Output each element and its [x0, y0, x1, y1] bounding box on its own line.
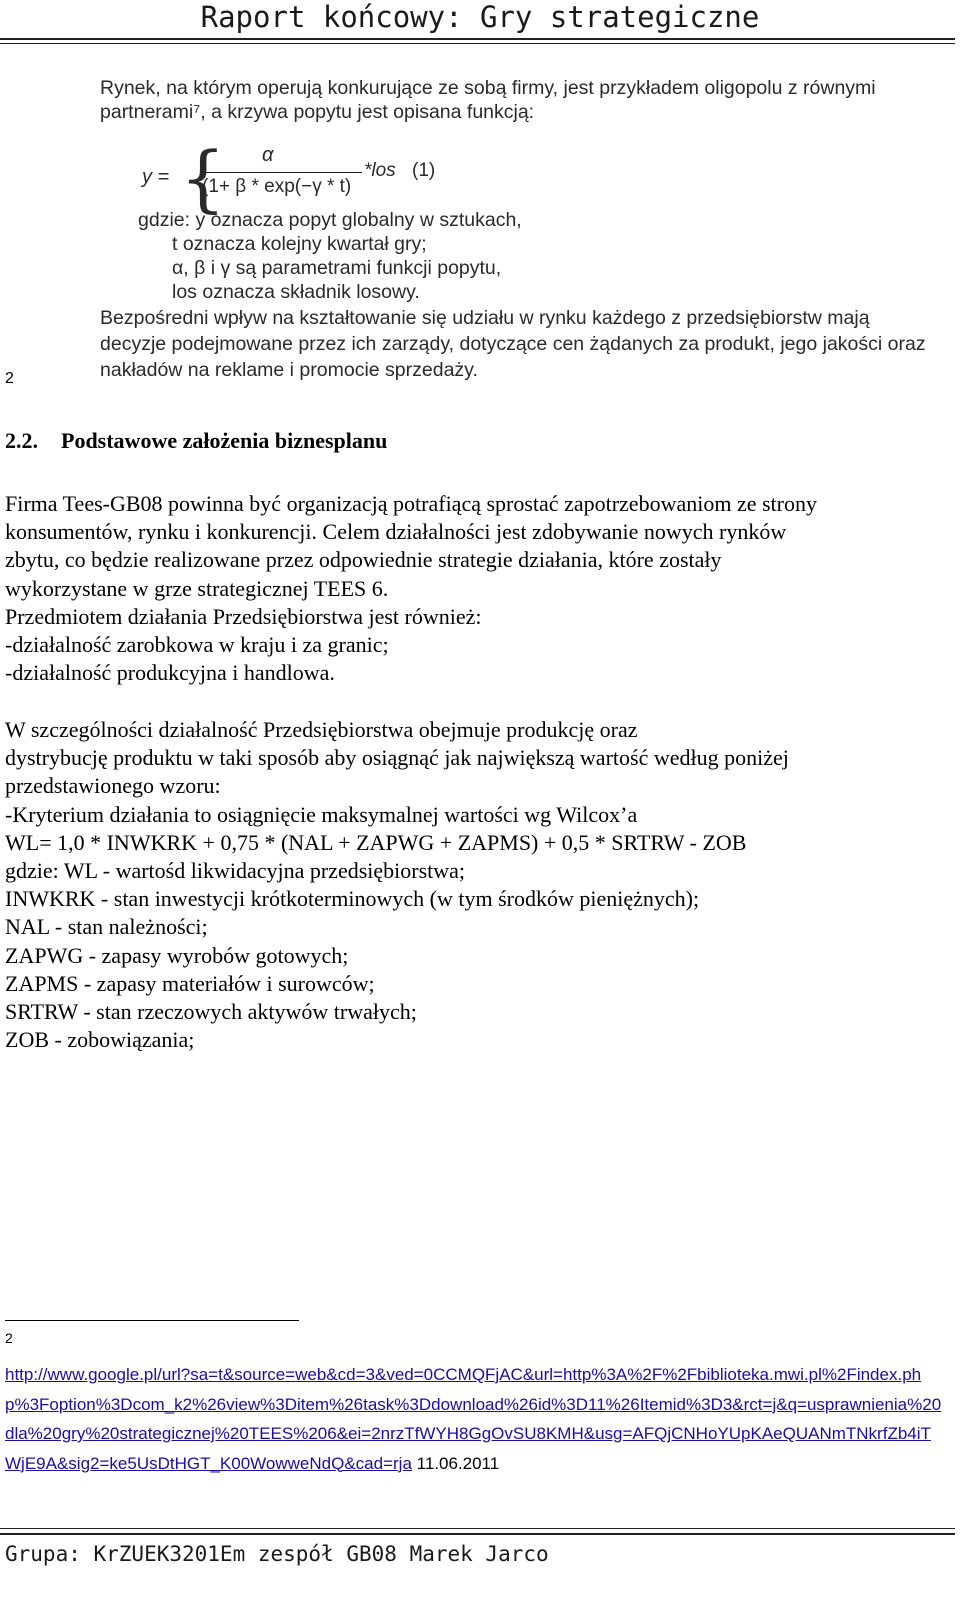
paragraph-2: [5, 716, 789, 1054]
text-line: wykorzystane w grze strategicznej TEES 6.: [5, 575, 389, 601]
text-line: INWKRK - stan inwestycji krótkoterminowych (w tym środków pieniężnych);: [5, 886, 700, 912]
fraction-bar: [202, 172, 362, 173]
scan-line: gdzie: y oznacza popyt globalny w sztukach,: [138, 209, 522, 231]
formula-factor: *los: [364, 160, 396, 181]
scanned-excerpt-image: [100, 70, 926, 390]
page-header-title: Raport końcowy: Gry strategiczne: [200, 0, 760, 34]
header-rule: [0, 38, 955, 40]
formula-numerator: α: [262, 144, 274, 166]
formula-line: WL= 1,0 * INWKRK + 0,75 * (NAL + ZAPWG + ZAPMS) + 0,5 * SRTRW - ZOB: [5, 829, 747, 855]
text-line: przedstawionego wzoru:: [5, 773, 221, 799]
section-heading: [5, 428, 387, 454]
scan-line: Bezpośredni wpływ na kształtowanie się udziału w rynku każdego z przedsiębiorstw mają: [100, 307, 870, 329]
text-line: Przedmiotem działania Przedsiębiorstwa jest również:: [5, 603, 482, 629]
text-line: -Kryterium działania to osiągnięcie maksymalnej wartości wg Wilcox’a: [5, 801, 638, 827]
equation-number: (1): [412, 160, 436, 181]
scan-line: nakładów na reklame i promocie sprzedaży.: [100, 359, 478, 381]
footnote-separator: [5, 1320, 299, 1321]
text-line: -działalność produkcyjna i handlowa.: [5, 660, 335, 686]
formula-lhs: y =: [142, 166, 170, 188]
footer-rule: [0, 1533, 955, 1535]
scan-line: α, β i γ są parametrami funkcji popytu,: [172, 257, 502, 279]
text-line: gdzie: WL - wartośd likwidacyjna przedsiębiorstwa;: [5, 858, 466, 884]
text-line: NAL - stan należności;: [5, 914, 208, 940]
scan-line: los oznacza składnik losowy.: [172, 281, 420, 303]
scan-line: t oznacza kolejny kwartał gry;: [172, 233, 427, 255]
text-line: ZOB - zobowiązania;: [5, 1027, 195, 1053]
text-line: SRTRW - stan rzeczowych aktywów trwałych;: [5, 999, 417, 1025]
footnote-reference: 2: [5, 370, 14, 387]
page-footer: Grupa: KrZUEK3201Em zespół GB08 Marek Jarco: [5, 1542, 549, 1566]
scan-line: partnerami⁷, a krzywa popytu jest opisana funkcją:: [100, 101, 535, 123]
footnote-number: 2: [5, 1330, 13, 1346]
text-line: ZAPMS - zapasy materiałów i surowców;: [5, 970, 375, 996]
section-number: 2.2.: [5, 428, 38, 453]
footnote-text: [5, 1360, 945, 1478]
text-line: konsumentów, rynku i konkurencji. Celem działalności jest zdobywanie nowych rynków: [5, 519, 787, 545]
header-rule-thin: [0, 43, 955, 44]
footer-rule-thin: [0, 1528, 955, 1529]
paragraph-1: [5, 490, 817, 687]
section-title: Podstawowe założenia biznesplanu: [61, 428, 388, 453]
footnote-link[interactable]: http://www.google.pl/url?sa=t&source=web&cd=3&ved=0CCMQFjAC&url=http%3A%2F%2Fbiblioteka.mwi.pl%2Findex.php%3Foption%3Dcom_k2%26view%3Ditem%26task%3Ddownload%26id%3D11%26Itemid%3D3&rct=j&q=usprawnienia%20dla%20gry%20strategicznej%20TEES%206&ei=2nrzTfWYH8GgOvSU8KMH&usg=AFQjCNHoYUpKAeQUANmTNkrfZb4iTWjE9A&sig2=ke5UsDtHGT_K00WowweNdQ&cad=rja: [5, 1365, 942, 1473]
text-line: zbytu, co będzie realizowane przez odpowiednie strategie działania, które zostały: [5, 547, 722, 573]
formula-denominator: (1+ β * exp(−γ * t): [202, 176, 352, 197]
text-line: ZAPWG - zapasy wyrobów gotowych;: [5, 942, 349, 968]
footnote-date: 11.06.2011: [411, 1453, 500, 1473]
scan-line: decyzje podejmowane przez ich zarządy, dotyczące cen żądanych za produkt, jego jakości oraz: [100, 333, 926, 355]
text-line: Firma Tees-GB08 powinna być organizacją potrafiącą sprostać zapotrzebowaniom ze strony: [5, 491, 817, 516]
text-line: W szczególności działalność Przedsiębiorstwa obejmuje produkcję oraz: [5, 717, 638, 742]
formula-brace: {: [180, 136, 226, 220]
text-line: dystrybucję produktu w taki sposób aby osiągnąć jak największą wartość według poniżej: [5, 745, 789, 771]
text-line: -działalność zarobkowa w kraju i za granic;: [5, 632, 389, 658]
scan-line: Rynek, na którym operują konkurujące ze sobą firmy, jest przykładem oligopolu z równymi: [100, 77, 876, 99]
